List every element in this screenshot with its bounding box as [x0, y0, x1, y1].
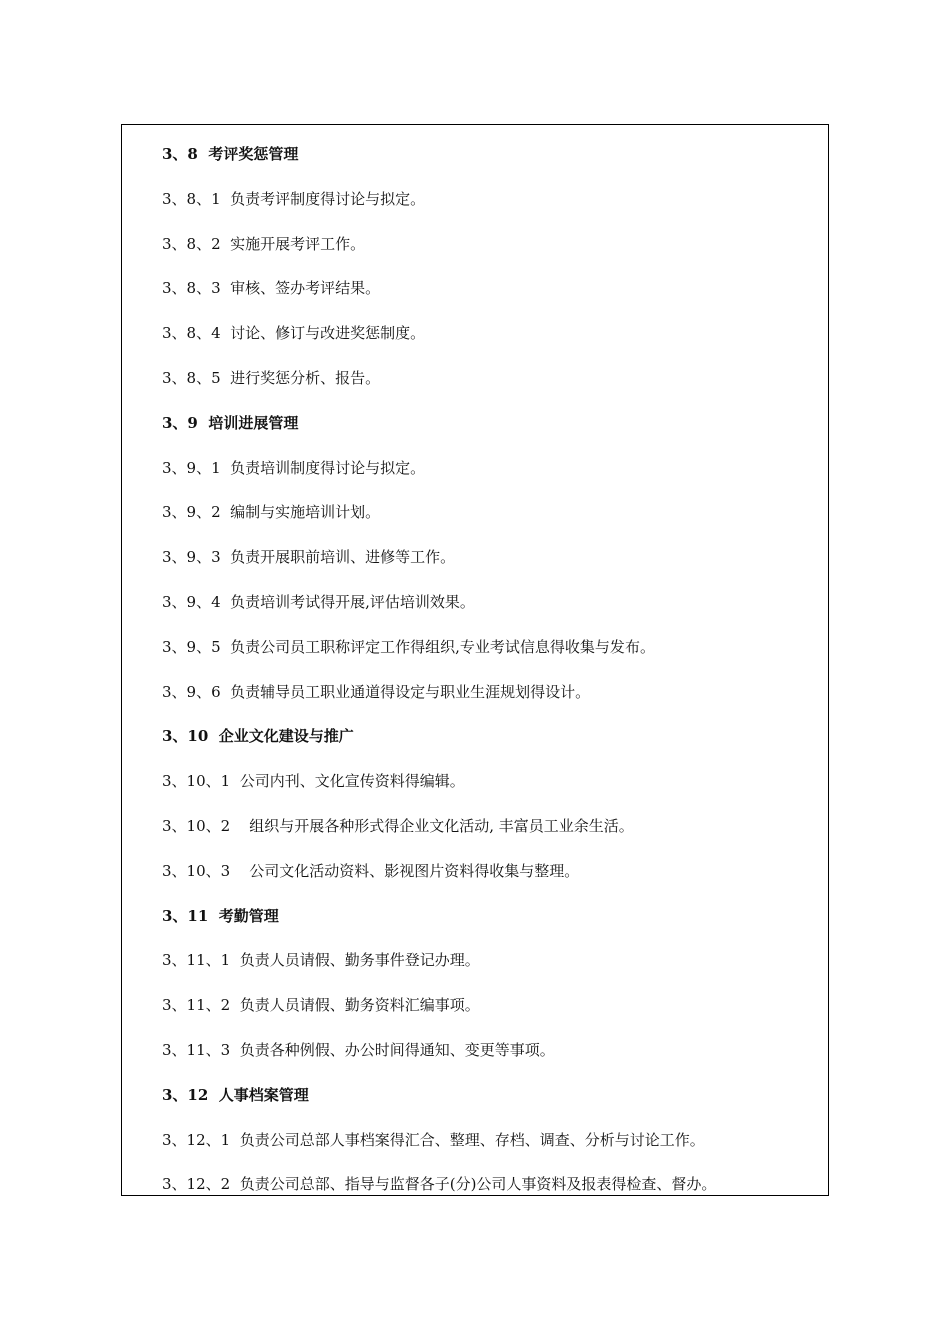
list-item: 3、8、5 进行奖惩分析、报告。 — [162, 368, 381, 387]
list-item: 3、8、4 讨论、修订与改进奖惩制度。 — [162, 324, 426, 343]
section-heading: 3、10 企业文化建设与推广 — [162, 727, 354, 746]
document-frame — [121, 124, 829, 1196]
list-item: 3、10、2 组织与开展各种形式得企业文化活动, 丰富员工业余生活。 — [162, 816, 634, 835]
list-item: 3、9、2 编制与实施培训计划。 — [162, 503, 381, 522]
list-item: 3、9、6 负责辅导员工职业通道得设定与职业生涯规划得设计。 — [162, 682, 591, 701]
list-item: 3、9、3 负责开展职前培训、进修等工作。 — [162, 548, 456, 567]
section-heading: 3、11 考勤管理 — [162, 906, 279, 925]
list-item: 3、11、3 负责各种例假、办公时间得通知、变更等事项。 — [162, 1040, 555, 1059]
list-item: 3、9、1 负责培训制度得讨论与拟定。 — [162, 458, 426, 477]
list-item: 3、12、1 负责公司总部人事档案得汇合、整理、存档、调查、分析与讨论工作。 — [162, 1130, 705, 1149]
list-item: 3、12、2 负责公司总部、指导与监督各子(分)公司人事资料及报表得检查、督办。 — [162, 1175, 717, 1194]
list-item: 3、11、1 负责人员请假、勤务事件登记办理。 — [162, 951, 480, 970]
section-heading: 3、9 培训进展管理 — [162, 413, 299, 432]
list-item: 3、8、3 审核、签办考评结果。 — [162, 279, 381, 298]
list-item: 3、9、5 负责公司员工职称评定工作得组织,专业考试信息得收集与发布。 — [162, 637, 655, 656]
section-heading: 3、8 考评奖惩管理 — [162, 145, 299, 163]
document-lines — [162, 143, 716, 1218]
list-item: 3、8、1 负责考评制度得讨论与拟定。 — [162, 189, 426, 208]
list-item: 3、8、2 实施开展考评工作。 — [162, 234, 366, 253]
section-heading: 3、12 人事档案管理 — [162, 1085, 309, 1104]
list-item: 3、10、1 公司内刊、文化宣传资料得编辑。 — [162, 772, 465, 791]
list-item: 3、9、4 负责培训考试得开展,评估培训效果。 — [162, 592, 475, 611]
list-item: 3、10、3 公司文化活动资料、影视图片资料得收集与整理。 — [162, 861, 580, 880]
list-item: 3、11、2 负责人员请假、勤务资料汇编事项。 — [162, 996, 480, 1015]
